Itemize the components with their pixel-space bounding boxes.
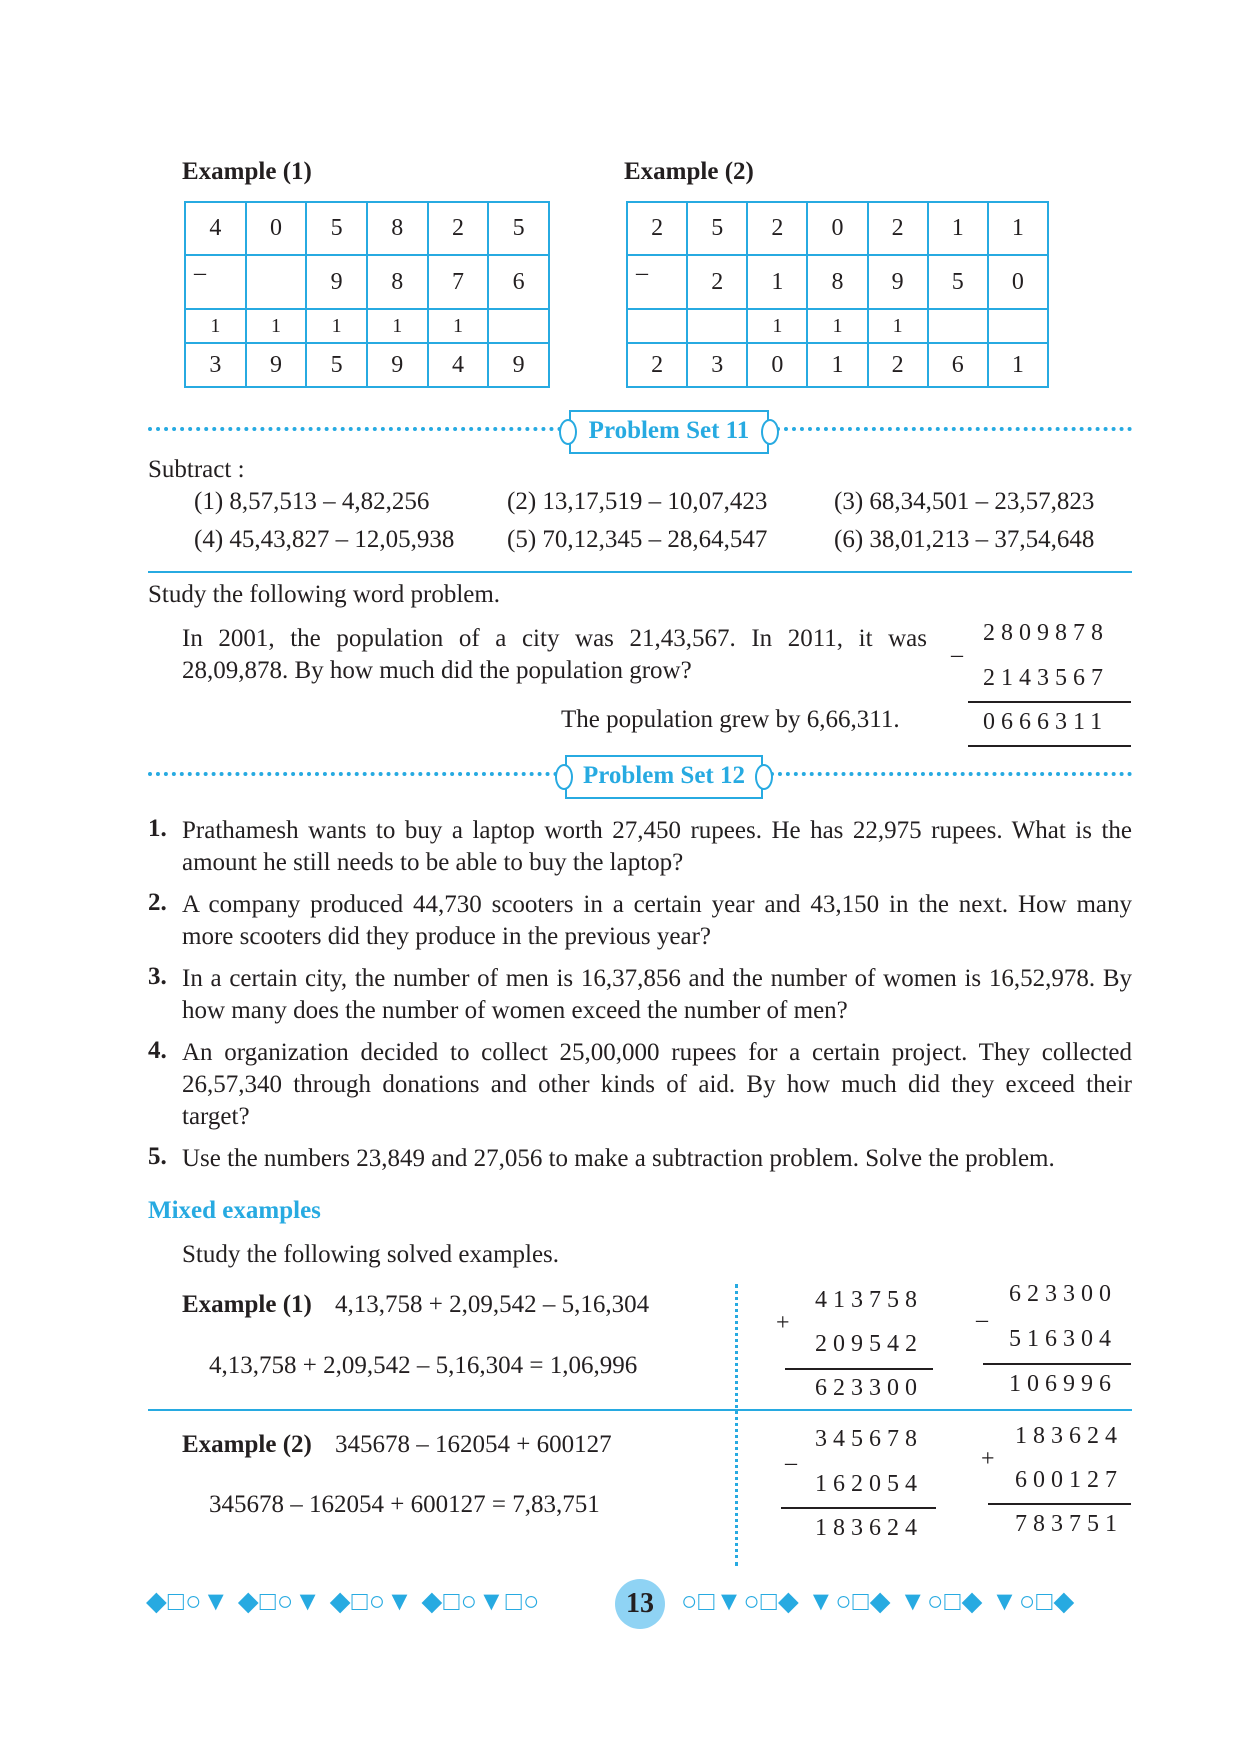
cell: 0	[747, 343, 807, 387]
cell: 2	[627, 343, 687, 387]
problem-text: An organization decided to collect 25,00,000 rupees for a certain project. They collected 26,57,340 through donations and other kinds of aid. By how much did they exceed their target?	[182, 1039, 1132, 1130]
problem-text: Use the numbers 23,849 and 27,056 to make a subtraction problem. Solve the problem.	[182, 1145, 1055, 1172]
cell: 2	[627, 202, 687, 255]
cell: 2	[428, 202, 489, 255]
calc-result: 0666311	[983, 709, 1109, 735]
section-divider	[776, 427, 1132, 431]
cell: 6	[488, 255, 549, 309]
cell: 1	[928, 202, 988, 255]
borrow-cell: 1	[185, 309, 246, 343]
cell: 0	[246, 202, 307, 255]
example1-table	[184, 201, 550, 388]
calc-bar	[968, 745, 1131, 747]
cell: 8	[807, 255, 867, 309]
item-number: 5.	[148, 1143, 167, 1170]
item-number: 4.	[148, 1037, 167, 1064]
divider	[148, 1409, 1132, 1411]
cell: 8	[367, 202, 428, 255]
calc-top: 345678	[815, 1426, 923, 1452]
cell: 9	[868, 255, 928, 309]
mixed-ex1-title: Example (1)	[182, 1291, 312, 1318]
calc-result: 183624	[815, 1515, 923, 1541]
mixed-examples-heading: Mixed examples	[148, 1197, 321, 1224]
borrow-cell: 1	[246, 309, 307, 343]
cell: 9	[306, 255, 367, 309]
cell: 6	[928, 343, 988, 387]
cell: 5	[306, 343, 367, 387]
mixed-ex1-result: 4,13,758 + 2,09,542 – 5,16,304 = 1,06,996	[209, 1352, 638, 1379]
calc-top: 413758	[815, 1287, 923, 1313]
cell: 5	[488, 202, 549, 255]
problem-set-11-badge: Problem Set 11	[569, 410, 769, 454]
problem-text: A company produced 44,730 scooters in a certain year and 43,150 in the next. How many more scooters did they produce in the previous year?	[182, 891, 1132, 950]
calc-top: 183624	[1015, 1423, 1123, 1449]
cell: 1	[807, 343, 867, 387]
cell	[246, 255, 307, 309]
calc-bar	[785, 1368, 933, 1370]
footer-decoration-left: ◆□○▼ ◆□○▼ ◆□○▼ ◆□○▼□○	[146, 1586, 541, 1616]
calc-bottom: 516304	[1009, 1326, 1117, 1352]
divider	[148, 571, 1132, 573]
calc-bar	[781, 1507, 936, 1509]
section-divider	[148, 427, 562, 431]
item-number: 2.	[148, 889, 167, 916]
cell: 5	[928, 255, 988, 309]
borrow-cell: 1	[306, 309, 367, 343]
problem-text: Prathamesh wants to buy a laptop worth 27,450 rupees. He has 22,975 rupees. What is the amount he still needs to be able to buy the laptop?	[182, 817, 1132, 876]
cell: 0	[988, 255, 1048, 309]
calc-bottom: 162054	[815, 1471, 923, 1497]
mixed-ex2-expr: 345678 – 162054 + 600127	[335, 1431, 612, 1458]
calc-top: 623300	[1009, 1281, 1117, 1307]
section-divider	[770, 772, 1132, 776]
calc-bottom: 2143567	[983, 665, 1109, 691]
word-problem-text: In 2001, the population of a city was 21,43,567. In 2011, it was 28,09,878. By how much did the population grow?	[182, 625, 927, 684]
cell: 9	[246, 343, 307, 387]
minus-sign: –	[951, 642, 963, 668]
borrow-cell: 1	[367, 309, 428, 343]
cell: 1	[988, 343, 1048, 387]
cell: 8	[367, 255, 428, 309]
problem-item: (4) 45,43,827 – 12,05,938	[194, 526, 455, 553]
cell: 1	[988, 202, 1048, 255]
example2-table	[626, 201, 1049, 388]
example1-title: Example (1)	[182, 158, 312, 185]
footer-decoration-right: ○□▼○□◆ ▼○□◆ ▼○□◆ ▼○□◆	[681, 1586, 1076, 1616]
cell: 9	[488, 343, 549, 387]
word-problem-intro: Study the following word problem.	[148, 581, 501, 608]
mixed-intro: Study the following solved examples.	[182, 1241, 560, 1268]
mixed-ex1-expr: 4,13,758 + 2,09,542 – 5,16,304	[335, 1291, 650, 1318]
word-problem-answer: The population grew by 6,66,311.	[561, 706, 900, 733]
problem-item: (6) 38,01,213 – 37,54,648	[834, 526, 1095, 553]
minus-sign: –	[636, 260, 648, 286]
calc-bottom: 209542	[815, 1331, 923, 1357]
cell: 0	[807, 202, 867, 255]
example2-title: Example (2)	[624, 158, 754, 185]
minus-sign: –	[785, 1450, 797, 1476]
calc-bar	[988, 1503, 1131, 1505]
cell: 2	[868, 202, 928, 255]
problem-item: (2) 13,17,519 – 10,07,423	[507, 488, 768, 515]
minus-sign: –	[976, 1307, 988, 1333]
borrow-cell: 1	[807, 309, 867, 343]
subtract-intro: Subtract :	[148, 456, 245, 483]
cell: 4	[185, 202, 246, 255]
minus-sign: –	[194, 260, 206, 286]
cell: 2	[868, 343, 928, 387]
calc-result: 623300	[815, 1375, 923, 1401]
cell: 9	[367, 343, 428, 387]
cell	[185, 255, 246, 309]
borrow-cell	[627, 309, 687, 343]
calc-top: 2809878	[983, 620, 1109, 646]
plus-sign: +	[776, 1310, 790, 1336]
problem-set-12-badge: Problem Set 12	[565, 755, 763, 799]
calc-bar	[968, 701, 1131, 703]
section-divider	[148, 772, 558, 776]
borrow-cell: 1	[747, 309, 807, 343]
cell: 5	[306, 202, 367, 255]
borrow-cell	[988, 309, 1048, 343]
problem-text: In a certain city, the number of men is 16,37,856 and the number of women is 16,52,978. By how many does the number of women exceed the number of men?	[182, 965, 1132, 1024]
cell	[627, 255, 687, 309]
cell: 5	[687, 202, 747, 255]
mixed-ex2-result: 345678 – 162054 + 600127 = 7,83,751	[209, 1491, 600, 1518]
cell: 2	[687, 255, 747, 309]
borrow-cell	[928, 309, 988, 343]
problem-item: (5) 70,12,345 – 28,64,547	[507, 526, 768, 553]
cell: 3	[185, 343, 246, 387]
borrow-cell	[488, 309, 549, 343]
problem-item: (1) 8,57,513 – 4,82,256	[194, 488, 430, 515]
plus-sign: +	[981, 1446, 995, 1472]
vertical-divider	[735, 1284, 738, 1566]
cell: 3	[687, 343, 747, 387]
calc-result: 106996	[1009, 1371, 1117, 1397]
problem-item: (3) 68,34,501 – 23,57,823	[834, 488, 1095, 515]
calc-bar	[983, 1363, 1131, 1365]
mixed-ex2-title: Example (2)	[182, 1431, 312, 1458]
cell: 2	[747, 202, 807, 255]
calc-bottom: 600127	[1015, 1467, 1123, 1493]
item-number: 1.	[148, 815, 167, 842]
page-number: 13	[615, 1579, 665, 1629]
borrow-cell	[687, 309, 747, 343]
cell: 4	[428, 343, 489, 387]
cell: 7	[428, 255, 489, 309]
cell: 1	[747, 255, 807, 309]
borrow-cell: 1	[428, 309, 489, 343]
item-number: 3.	[148, 963, 167, 990]
borrow-cell: 1	[868, 309, 928, 343]
calc-result: 783751	[1015, 1511, 1123, 1537]
